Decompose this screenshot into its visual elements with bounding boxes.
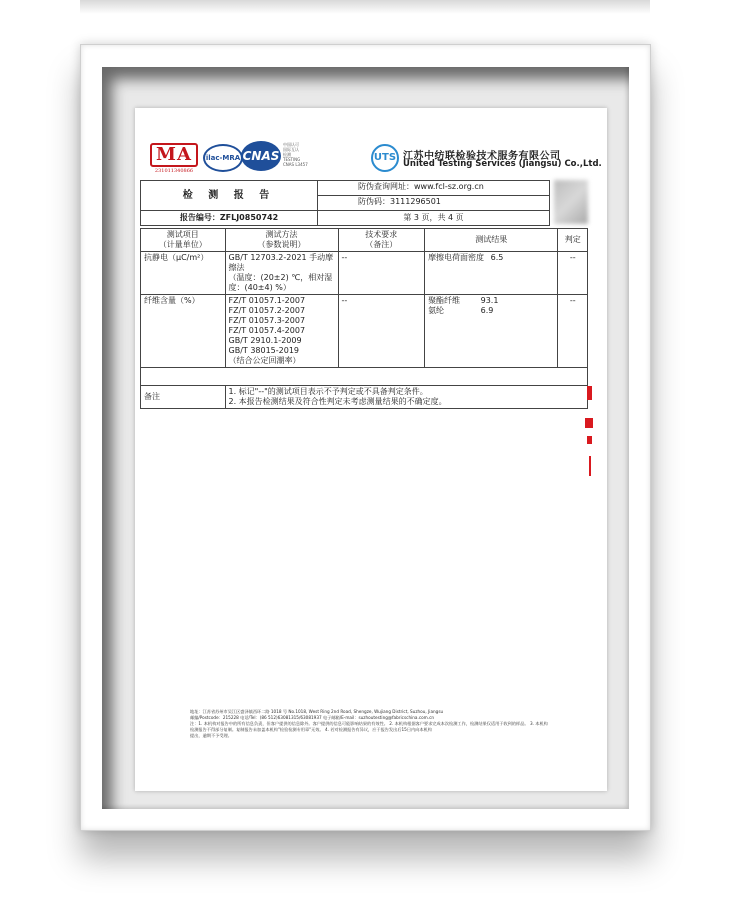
cma-number: 231011340866 <box>154 168 194 174</box>
report-summary-table <box>140 180 550 226</box>
query-site: 防伪查询网址：www.fcl-sz.org.cn <box>318 181 550 196</box>
report-title: 检 测 报 告 <box>141 181 318 211</box>
company-name-cn: 江苏中纺联检验技术服务有限公司 <box>403 151 561 162</box>
cnas-subtext <box>283 142 323 167</box>
row-requirement: -- <box>338 252 425 295</box>
blurred-qr-code <box>554 180 588 224</box>
row-judgment: -- <box>558 295 588 368</box>
frame-mat <box>102 67 629 809</box>
spacer-cell <box>141 368 588 386</box>
header-judgment: 判定 <box>558 229 588 252</box>
uts-logo: UTS <box>371 144 399 172</box>
row-item: 抗静电（μC/m²） <box>141 252 226 295</box>
header-method: 测试方法 （参数说明） <box>225 229 338 252</box>
row-item: 纤维含量（%） <box>141 295 226 368</box>
cnas-sub-line: 国际互认 <box>283 147 299 152</box>
cma-logo <box>150 143 198 174</box>
ilac-mra-logo: ilac-MRA <box>203 144 243 172</box>
header-item: 测试项目 （计量单位） <box>141 229 226 252</box>
footer-note: 提出，逾期不予受理。 <box>190 733 232 738</box>
footer-note: 注：1. 本机构对报告中的所有信息负责，但客户提供的信息除外。客户提供的信息可能影响结果的有效性。 2. 本机构根据客户要求完成本次检测工作，检测结果仅适用于收到的样品。 3. 本机构 <box>190 721 548 726</box>
row-requirement: -- <box>338 295 425 368</box>
test-results-table <box>140 228 588 409</box>
row-method: GB/T 12703.2-2021 手动摩擦法 （温度：(20±2) ℃，相对湿度：(40±4) %） <box>225 252 338 295</box>
report-document <box>135 108 607 791</box>
table-spacer-row <box>141 368 588 386</box>
remarks-label: 备注 <box>141 386 226 409</box>
cnas-sub-line: 中国认可 <box>283 142 299 147</box>
table-row <box>141 252 588 295</box>
picture-frame <box>80 44 651 831</box>
red-stamp-edge <box>583 386 593 476</box>
row-result <box>425 252 558 295</box>
result-value: 93.1 6.9 <box>480 296 499 315</box>
table-row <box>141 295 588 368</box>
result-value: 6.5 <box>490 253 504 262</box>
cnas-sub-line: 检测 <box>283 152 291 157</box>
table-header-row <box>141 229 588 252</box>
cnas-sub-line: CNAS L3457 <box>283 162 308 167</box>
page-info: 第 3 页，共 4 页 <box>318 211 550 226</box>
cma-logo-text: MA <box>150 143 198 167</box>
cnas-logo: CNAS <box>241 141 281 171</box>
row-judgment: -- <box>558 252 588 295</box>
header-requirement: 技术要求 （备注） <box>338 229 425 252</box>
row-result <box>425 295 558 368</box>
footer-contact: 邮编/Postcode：215228 电话/Tel：(86 512)63081315/63081937 电子邮箱/E-mail：suzhoutesting@fabricschina.com.cn <box>190 715 435 720</box>
remarks-row <box>141 386 588 409</box>
cnas-sub-line: TESTING <box>283 157 301 162</box>
result-label: 摩擦电荷面密度 <box>428 253 485 262</box>
company-name-en: United Testing Services (Jiangsu) Co.,Ltd. <box>403 159 602 169</box>
anti-fake-code: 防伪码：3111296501 <box>318 196 550 211</box>
row-method: FZ/T 01057.1-2007 FZ/T 01057.2-2007 FZ/T 01057.3-2007 FZ/T 01057.4-2007 GB/T 2910.1-2009 GB/T 38015-2019 （结合公定回潮率） <box>225 295 338 368</box>
remarks-text: 1. 标记"--"的测试项目表示不予判定或不具备判定条件。 2. 本报告检测结果及符合性判定未考虑测量结果的不确定度。 <box>225 386 588 409</box>
wall-shadow <box>80 0 650 14</box>
report-number: 报告编号：ZFLJ0850742 <box>141 211 318 226</box>
report-footer <box>190 709 550 739</box>
header-result: 测试结果 <box>425 229 558 252</box>
result-label: 聚酯纤维 氨纶 <box>428 296 461 315</box>
footer-note: 检测报告不得部分复制。复制报告未加盖本机构"检验检测专用章"无效。 4. 若对检测报告有异议，应于报告发出后15日内向本机构 <box>190 727 432 732</box>
footer-address: 地址：江苏省苏州市吴江区盛泽镇西环二路 1018 号 No.1018, West Ring 2nd Road, Shengze, Wujiang District, Suzhou, Jiangsu <box>190 709 444 714</box>
